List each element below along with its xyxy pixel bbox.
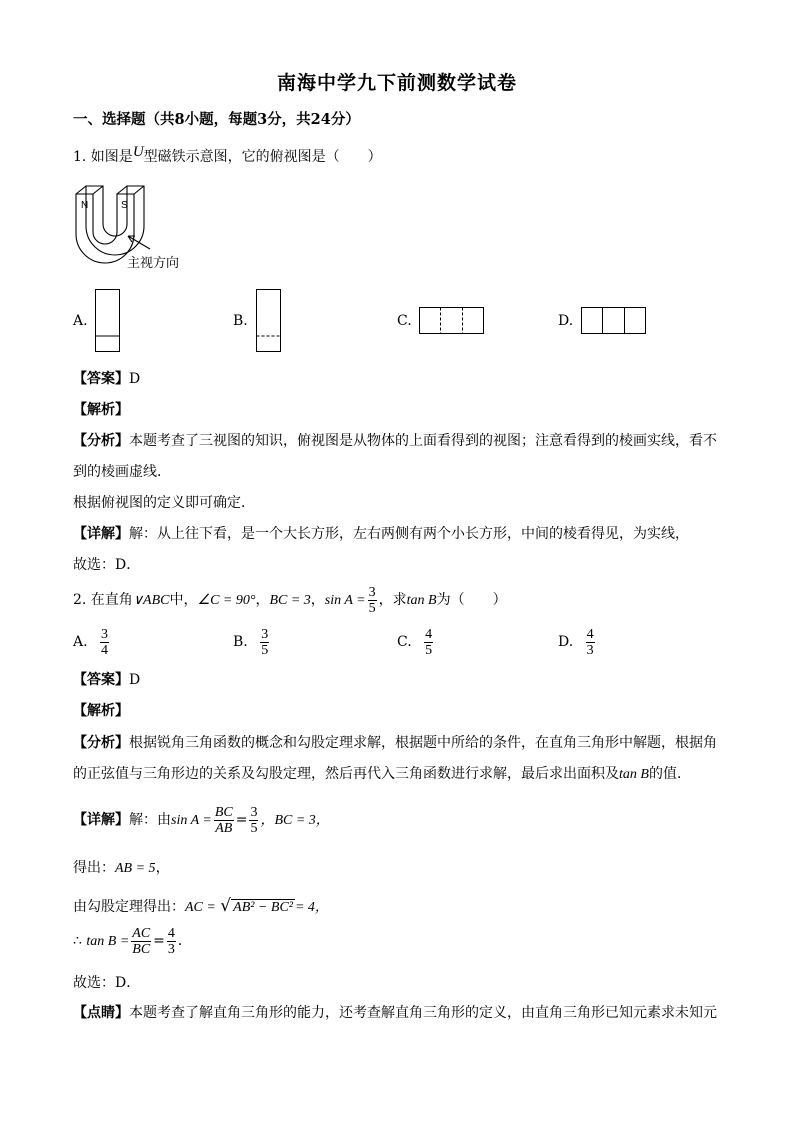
q1-stem-start: 1. 如图是 [73,149,133,165]
q2-xj2-end: ， [155,860,170,876]
q2-option-c-num: 4 [425,626,433,642]
q2-xj3-radicand: AB² − BC² [233,900,293,915]
section-heading: 一、选择题（共8小题，每题3分，共24分） [73,111,360,128]
q2-fenxi-text-2-end: 的值． [648,766,691,782]
q2-option-d-label: D. [558,634,574,650]
q2-dianjing-text: 本题考查了解直角三角形的能力，还考查解直角三角形的定义，由直角三角形已知元素求未知元 [129,1005,717,1021]
q1-option-b-figure [256,289,282,353]
q2-xj4-tan: tan B = [86,934,130,949]
q2-fenxi-tag: 【分析】 [73,735,129,751]
q2-option-a-num: 3 [101,626,109,642]
q2-option-c [397,624,435,660]
q2-sin-denominator: 5 [368,600,376,616]
q2-xj2-ab: AB = 5 [115,861,156,876]
q2-xj1-bc: ，BC = 3， [260,813,330,828]
q2-option-a-fraction [100,627,109,658]
view-direction-label: 主视方向 [127,256,180,271]
q1-xiangjie-text: 解：从上往下看，是一个大长方形，左右两侧有两个小长方形，中间的棱看得见，为实线， [129,526,689,542]
q2-answer-tag: 【答案】 [73,672,129,688]
q2-option-d-num: 4 [586,626,594,642]
q2-xj1-fraction-sides [214,805,234,836]
q1-xiangjie-tag: 【详解】 [73,526,129,542]
q1-option-a-label: A. [73,313,88,329]
q2-xj4-fraction-value [167,926,176,957]
q2-xj4-eq: = [153,933,165,949]
q2-option-a [73,624,111,660]
q1-fenxi-line-2: 到的棱画虚线． [73,464,171,480]
magnet-s-label: S [121,200,128,211]
q2-fenxi-line-2 [73,764,691,785]
q2-tan: tan B [406,593,437,608]
q2-bc: BC = 3 [269,593,311,608]
q2-fenxi-text-1: 根据锐角三角函数的概念和勾股定理求解，根据题中所给的条件，在直角三角形中解题，根据角 [129,735,717,751]
q2-xj4-end: ． [177,933,192,949]
q2-xj2-line [73,858,170,879]
q2-xj4-therefore: ∴ [73,933,82,949]
q2-xj1-start: 解：由 [129,812,171,828]
q2-dianjing-line [73,1003,717,1023]
q1-answer [73,369,140,389]
q2-option-b-num: 3 [261,626,269,642]
q1-xiangjie-line [73,524,689,544]
q2-sin-fraction [368,585,377,616]
q2-answer-value: D [129,672,141,688]
q1-analysis-tag: 【解析】 [73,402,129,418]
q1-fenxi-tag: 【分析】 [73,433,129,449]
q2-xj1-fraction-den: AB [215,820,233,836]
q2-xiangjie-tag: 【详解】 [73,812,129,828]
q2-stem-mid2: ， [255,592,270,608]
q1-option-a-figure [95,289,121,353]
q2-xj4-fraction-num: AC [132,925,151,941]
q2-xj1-eq: = [235,812,248,828]
q2-xj1-value-den: 5 [250,820,258,836]
q2-xj1-sin: sin A = [171,813,212,828]
q2-xj1-fraction-value [249,805,258,836]
q2-fenxi-tan: tan B [619,767,649,782]
q1-fenxi-text-1: 本题考查了三视图的知识，俯视图是从物体的上面看得到的视图；注意看得到的棱画实线，看不 [129,433,717,449]
q1-stem-u: U [132,144,144,160]
page-title: 南海中学九下前测数学试卷 [276,72,517,94]
q2-option-c-den: 5 [425,642,433,658]
q2-stem-mid4: ，求 [378,592,407,608]
q2-stem-mid1: 中， [169,592,198,608]
q2-stem [73,583,507,618]
q1-choice-line: 故选：D． [73,557,141,573]
q1-stem [73,144,382,167]
q2-option-d-fraction [586,627,595,658]
q1-option-d-figure [581,307,647,335]
q2-fenxi-line-1 [73,733,717,753]
q2-xiangjie-line [73,801,330,840]
q2-xj4-value-num: 4 [167,925,175,941]
q2-xj2-start: 得出： [73,860,115,876]
q2-xj3-end: = 4， [294,900,329,915]
q2-option-b-label: B. [233,634,248,650]
q2-xj1-fraction-num: BC [214,804,233,820]
q2-stem-mid3: ， [310,592,325,608]
q1-answer-value: D [129,371,141,387]
q2-xj3-line [73,896,329,918]
q2-option-b [233,624,271,660]
q2-analysis-tag: 【解析】 [73,703,129,719]
q2-stem-end: 为（ ） [436,592,507,608]
q2-xj3-ac: AC = [185,900,216,915]
q2-stem-start: 2. 在直角 [73,592,133,608]
q1-fenxi-line-1 [73,431,717,451]
q2-triangle: ∨ABC [132,593,170,608]
q2-dianjing-tag: 【点睛】 [73,1005,129,1021]
q2-option-b-fraction [260,627,269,658]
q2-xj4-line [73,922,192,961]
q2-option-a-den: 4 [101,642,109,658]
q2-option-d-den: 3 [586,642,594,658]
q2-xj4-fraction-den: BC [132,941,151,957]
q2-sin-numerator: 3 [368,584,376,600]
q2-choice-line: 故选：D． [73,975,141,991]
q2-option-a-label: A. [73,634,88,650]
q2-xj3-start: 由勾股定理得出： [73,899,185,915]
q1-option-b-label: B. [233,313,248,329]
q2-option-d [558,624,597,660]
q1-option-d-label: D. [558,313,574,329]
q2-option-c-label: C. [397,634,412,650]
magnet-n-label: N [81,200,89,211]
q2-sin: sin A = [324,593,366,608]
q2-xj4-fraction-sides [131,926,151,957]
q1-option-c-figure [419,307,485,335]
q2-xj1-value-num: 3 [250,804,258,820]
q2-answer [73,670,140,690]
q2-angle: ∠C = 90° [197,593,256,608]
sqrt-sign: √ [220,896,232,916]
q2-fenxi-text-2: 的正弦值与三角形边的关系及勾股定理，然后再代入三角函数进行求解，最后求出面积及 [73,766,619,782]
q2-option-b-den: 5 [261,642,269,658]
q1-stem-end: 型磁铁示意图，它的俯视图是（ ） [143,149,382,165]
q1-fenxi-line-3: 根据俯视图的定义即可确定． [73,495,255,511]
q2-xj4-value-den: 3 [167,941,175,957]
q1-option-c-label: C. [397,313,412,329]
q2-option-c-fraction [424,627,433,658]
q1-answer-tag: 【答案】 [73,371,129,387]
